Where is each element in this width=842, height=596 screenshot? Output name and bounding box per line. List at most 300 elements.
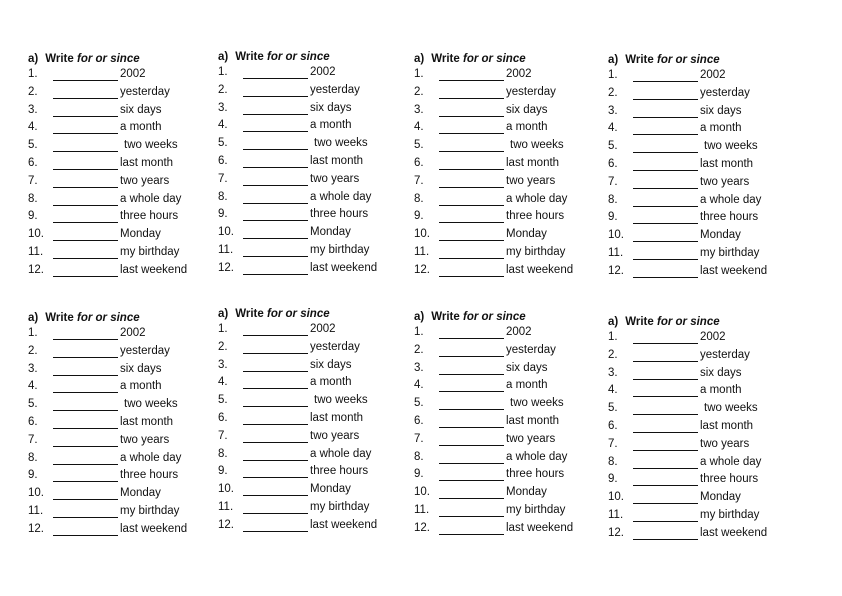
answer-blank[interactable] <box>243 256 308 257</box>
item-number: 3. <box>414 361 424 374</box>
item-number: 10. <box>414 228 430 241</box>
answer-blank[interactable] <box>633 134 698 135</box>
exercise-row <box>218 102 393 120</box>
heading-emphasis: for or since <box>462 53 526 65</box>
time-phrase: yesterday <box>120 344 170 357</box>
item-number: 4. <box>608 384 618 397</box>
time-phrase: 2002 <box>700 331 726 343</box>
answer-blank[interactable] <box>439 463 504 464</box>
exercise-row <box>608 247 783 265</box>
time-phrase: a month <box>310 119 352 132</box>
exercise-row <box>414 344 589 362</box>
answer-blank[interactable] <box>53 339 118 340</box>
exercise-letter: a) <box>28 312 39 324</box>
answer-blank[interactable] <box>633 277 698 278</box>
exercise-row <box>218 244 393 262</box>
exercise-row <box>28 210 203 228</box>
item-number: 5. <box>218 137 228 150</box>
exercise-row <box>218 448 393 466</box>
item-number: 4. <box>218 376 228 389</box>
exercise-row <box>218 191 393 209</box>
answer-blank[interactable] <box>53 151 118 152</box>
time-phrase: a whole day <box>700 193 762 206</box>
item-number: 1. <box>218 66 228 78</box>
exercise-row <box>608 402 783 420</box>
exercise-row <box>218 519 393 537</box>
item-number: 3. <box>28 362 38 375</box>
time-phrase: a whole day <box>310 190 372 203</box>
exercise-row <box>414 264 589 282</box>
time-phrase: last month <box>506 156 560 169</box>
exercise-row <box>608 105 783 123</box>
time-phrase: three hours <box>310 465 369 478</box>
item-number: 11. <box>218 243 234 256</box>
answer-blank[interactable] <box>53 116 118 117</box>
answer-blank[interactable] <box>439 391 504 392</box>
exercise-row <box>414 362 589 380</box>
exercise-row <box>608 367 783 385</box>
time-phrase: a month <box>120 121 162 134</box>
item-number: 6. <box>28 415 38 428</box>
item-number: 1. <box>28 327 38 339</box>
exercise-row <box>608 176 783 194</box>
item-number: 3. <box>28 103 38 116</box>
exercise-row <box>28 380 203 398</box>
exercise-row <box>218 173 393 191</box>
answer-blank[interactable] <box>53 205 118 206</box>
item-number: 1. <box>218 323 228 335</box>
answer-blank[interactable] <box>439 356 504 357</box>
answer-blank[interactable] <box>633 396 698 397</box>
exercise-row <box>608 384 783 402</box>
time-phrase: yesterday <box>700 86 750 99</box>
time-phrase: two weeks <box>510 139 564 152</box>
answer-blank[interactable] <box>243 460 308 461</box>
exercise-letter: a) <box>414 311 425 323</box>
exercise-row <box>608 229 783 247</box>
worksheet-block-6 <box>218 306 393 537</box>
exercise-row <box>218 341 393 359</box>
answer-blank[interactable] <box>633 117 698 118</box>
item-number: 11. <box>414 245 430 258</box>
worksheet-block-4 <box>608 52 783 283</box>
time-phrase: two weeks <box>704 140 758 153</box>
exercise-row <box>28 139 203 157</box>
item-number: 7. <box>218 172 228 185</box>
item-number: 2. <box>28 344 38 357</box>
item-number: 9. <box>608 211 618 224</box>
exercise-row <box>218 119 393 137</box>
time-phrase: last weekend <box>310 261 378 274</box>
item-number: 9. <box>28 210 38 223</box>
exercise-heading <box>218 49 393 66</box>
answer-blank[interactable] <box>633 241 698 242</box>
time-phrase: yesterday <box>506 343 556 356</box>
time-phrase: 2002 <box>700 69 726 81</box>
answer-blank[interactable] <box>439 498 504 499</box>
exercise-row <box>28 246 203 264</box>
heading-text: Write <box>235 308 267 320</box>
item-number: 10. <box>608 491 624 504</box>
time-phrase: six days <box>310 358 352 371</box>
item-number: 6. <box>218 154 228 167</box>
item-number: 4. <box>28 380 38 393</box>
exercise-row <box>218 226 393 244</box>
answer-blank[interactable] <box>439 534 504 535</box>
answer-blank[interactable] <box>53 169 118 170</box>
item-number: 6. <box>414 414 424 427</box>
answer-blank[interactable] <box>439 409 504 410</box>
answer-blank[interactable] <box>243 274 308 275</box>
worksheet-block-7 <box>414 309 589 540</box>
exercise-row <box>28 157 203 175</box>
time-phrase: last weekend <box>506 521 574 534</box>
exercise-row <box>218 394 393 412</box>
time-phrase: a month <box>700 122 742 135</box>
exercise-row <box>608 509 783 527</box>
time-phrase: yesterday <box>700 348 750 361</box>
answer-blank[interactable] <box>53 276 118 277</box>
heading-emphasis: for or since <box>76 53 140 65</box>
time-phrase: yesterday <box>120 85 170 98</box>
answer-blank[interactable] <box>53 428 118 429</box>
answer-blank[interactable] <box>633 414 698 415</box>
time-phrase: last weekend <box>506 263 574 276</box>
heading-text: Write <box>431 311 463 323</box>
answer-blank[interactable] <box>633 343 698 344</box>
exercise-row <box>414 68 589 86</box>
time-phrase: last month <box>120 156 174 169</box>
answer-blank[interactable] <box>439 187 504 188</box>
time-phrase: six days <box>120 103 162 116</box>
answer-blank[interactable] <box>53 499 118 500</box>
item-number: 12. <box>414 263 430 276</box>
exercise-row <box>28 228 203 246</box>
exercise-heading <box>608 52 783 69</box>
item-number: 6. <box>28 156 38 169</box>
item-number: 1. <box>608 69 618 81</box>
answer-blank[interactable] <box>243 388 308 389</box>
time-phrase: six days <box>506 103 548 116</box>
exercise-row <box>28 452 203 470</box>
item-number: 8. <box>218 447 228 460</box>
answer-blank[interactable] <box>53 357 118 358</box>
exercise-row <box>414 210 589 228</box>
exercise-letter: a) <box>608 54 619 66</box>
time-phrase: last month <box>310 154 364 167</box>
answer-blank[interactable] <box>633 468 698 469</box>
time-phrase: two weeks <box>704 402 758 415</box>
time-phrase: Monday <box>120 487 161 500</box>
exercise-row <box>28 104 203 122</box>
answer-blank[interactable] <box>53 240 118 241</box>
exercise-row <box>608 491 783 509</box>
answer-blank[interactable] <box>633 503 698 504</box>
item-number: 4. <box>28 121 38 134</box>
answer-blank[interactable] <box>243 495 308 496</box>
exercise-row <box>28 193 203 211</box>
answer-blank[interactable] <box>243 424 308 425</box>
time-phrase: yesterday <box>310 83 360 96</box>
item-number: 5. <box>28 139 38 152</box>
answer-blank[interactable] <box>439 276 504 277</box>
item-number: 5. <box>608 140 618 153</box>
answer-blank[interactable] <box>439 240 504 241</box>
item-number: 9. <box>414 210 424 223</box>
heading-emphasis: for or since <box>76 312 140 324</box>
heading-emphasis: for or since <box>266 308 330 320</box>
exercise-row <box>608 87 783 105</box>
exercise-row <box>218 501 393 519</box>
exercise-row <box>414 104 589 122</box>
time-phrase: three hours <box>700 211 759 224</box>
time-phrase: three hours <box>506 210 565 223</box>
exercise-row <box>608 420 783 438</box>
time-phrase: last month <box>310 411 364 424</box>
answer-blank[interactable] <box>243 203 308 204</box>
item-number: 8. <box>414 450 424 463</box>
time-phrase: my birthday <box>700 246 760 259</box>
answer-blank[interactable] <box>53 258 118 259</box>
answer-blank[interactable] <box>439 222 504 223</box>
time-phrase: yesterday <box>310 340 360 353</box>
worksheet-block-3 <box>414 51 589 282</box>
item-number: 3. <box>218 358 228 371</box>
answer-blank[interactable] <box>439 98 504 99</box>
item-number: 12. <box>608 264 624 277</box>
item-number: 5. <box>608 402 618 415</box>
answer-blank[interactable] <box>53 481 118 482</box>
exercise-row <box>218 483 393 501</box>
exercise-row <box>28 327 203 345</box>
answer-blank[interactable] <box>439 133 504 134</box>
item-number: 1. <box>608 331 618 343</box>
exercise-row <box>218 323 393 341</box>
answer-blank[interactable] <box>243 185 308 186</box>
time-phrase: six days <box>310 101 352 114</box>
item-number: 12. <box>608 526 624 539</box>
answer-blank[interactable] <box>633 206 698 207</box>
time-phrase: two years <box>120 433 170 446</box>
time-phrase: 2002 <box>310 323 336 335</box>
time-phrase: last weekend <box>120 522 188 535</box>
answer-blank[interactable] <box>243 96 308 97</box>
worksheet-block-2 <box>218 49 393 280</box>
item-number: 5. <box>414 139 424 152</box>
answer-blank[interactable] <box>53 375 118 376</box>
item-number: 9. <box>218 465 228 478</box>
answer-blank[interactable] <box>633 188 698 189</box>
answer-blank[interactable] <box>243 371 308 372</box>
answer-blank[interactable] <box>243 477 308 478</box>
answer-blank[interactable] <box>439 427 504 428</box>
answer-blank[interactable] <box>633 259 698 260</box>
time-phrase: my birthday <box>310 243 370 256</box>
item-number: 10. <box>608 229 624 242</box>
time-phrase: two years <box>506 174 556 187</box>
time-phrase: last month <box>120 415 174 428</box>
item-number: 12. <box>218 518 234 531</box>
answer-blank[interactable] <box>439 445 504 446</box>
answer-blank[interactable] <box>439 169 504 170</box>
answer-blank[interactable] <box>633 170 698 171</box>
time-phrase: three hours <box>120 210 179 223</box>
answer-blank[interactable] <box>439 258 504 259</box>
item-number: 8. <box>608 193 618 206</box>
exercise-row <box>414 86 589 104</box>
answer-blank[interactable] <box>53 410 118 411</box>
worksheet-block-8 <box>608 314 783 545</box>
answer-blank[interactable] <box>243 406 308 407</box>
answer-blank[interactable] <box>243 335 308 336</box>
item-number: 11. <box>608 246 624 259</box>
item-number: 1. <box>28 68 38 80</box>
exercise-row <box>414 379 589 397</box>
exercise-heading <box>28 51 203 68</box>
answer-blank[interactable] <box>53 98 118 99</box>
exercise-row <box>608 194 783 212</box>
answer-blank[interactable] <box>243 353 308 354</box>
exercise-row <box>218 155 393 173</box>
exercise-row <box>28 345 203 363</box>
answer-blank[interactable] <box>439 80 504 81</box>
answer-blank[interactable] <box>439 374 504 375</box>
item-number: 10. <box>218 226 234 239</box>
answer-blank[interactable] <box>633 521 698 522</box>
exercise-row <box>28 523 203 541</box>
answer-blank[interactable] <box>243 238 308 239</box>
answer-blank[interactable] <box>633 379 698 380</box>
time-phrase: a whole day <box>120 192 182 205</box>
time-phrase: a whole day <box>506 192 568 205</box>
answer-blank[interactable] <box>633 81 698 82</box>
time-phrase: a whole day <box>506 450 568 463</box>
time-phrase: two years <box>310 172 360 185</box>
answer-blank[interactable] <box>633 223 698 224</box>
answer-blank[interactable] <box>243 531 308 532</box>
exercise-row <box>414 157 589 175</box>
exercise-row <box>414 415 589 433</box>
heading-emphasis: for or since <box>462 311 526 323</box>
answer-blank[interactable] <box>243 220 308 221</box>
answer-blank[interactable] <box>53 517 118 518</box>
exercise-row <box>608 265 783 283</box>
answer-blank[interactable] <box>243 149 308 150</box>
answer-blank[interactable] <box>53 535 118 536</box>
item-number: 4. <box>218 119 228 132</box>
answer-blank[interactable] <box>243 513 308 514</box>
answer-blank[interactable] <box>53 446 118 447</box>
time-phrase: last weekend <box>120 263 188 276</box>
answer-blank[interactable] <box>53 392 118 393</box>
answer-blank[interactable] <box>243 442 308 443</box>
time-phrase: a whole day <box>700 455 762 468</box>
exercise-letter: a) <box>608 316 619 328</box>
time-phrase: yesterday <box>506 85 556 98</box>
answer-blank[interactable] <box>439 116 504 117</box>
answer-blank[interactable] <box>53 222 118 223</box>
time-phrase: a whole day <box>310 447 372 460</box>
exercise-row <box>218 465 393 483</box>
item-number: 9. <box>608 473 618 486</box>
time-phrase: six days <box>506 361 548 374</box>
time-phrase: three hours <box>700 473 759 486</box>
answer-blank[interactable] <box>243 167 308 168</box>
answer-blank[interactable] <box>633 432 698 433</box>
answer-blank[interactable] <box>243 131 308 132</box>
answer-blank[interactable] <box>439 338 504 339</box>
time-phrase: a month <box>506 121 548 134</box>
answer-blank[interactable] <box>633 99 698 100</box>
time-phrase: Monday <box>700 229 741 242</box>
item-number: 3. <box>414 103 424 116</box>
exercise-row <box>28 416 203 434</box>
answer-blank[interactable] <box>243 78 308 79</box>
item-number: 11. <box>608 508 624 521</box>
exercise-row <box>608 473 783 491</box>
exercise-row <box>608 527 783 545</box>
time-phrase: six days <box>700 366 742 379</box>
time-phrase: 2002 <box>506 326 532 338</box>
answer-blank[interactable] <box>439 516 504 517</box>
answer-blank[interactable] <box>633 152 698 153</box>
answer-blank[interactable] <box>439 151 504 152</box>
time-phrase: a month <box>506 379 548 392</box>
exercise-row <box>28 121 203 139</box>
answer-blank[interactable] <box>53 133 118 134</box>
time-phrase: Monday <box>700 491 741 504</box>
time-phrase: two weeks <box>124 398 178 411</box>
exercise-row <box>414 451 589 469</box>
exercise-row <box>218 412 393 430</box>
heading-text: Write <box>431 53 463 65</box>
time-phrase: two years <box>700 437 750 450</box>
item-number: 1. <box>414 68 424 80</box>
exercise-row <box>218 66 393 84</box>
answer-blank[interactable] <box>243 114 308 115</box>
time-phrase: a whole day <box>120 451 182 464</box>
exercise-row <box>414 397 589 415</box>
exercise-row <box>608 69 783 87</box>
answer-blank[interactable] <box>633 539 698 540</box>
answer-blank[interactable] <box>53 187 118 188</box>
answer-blank[interactable] <box>439 205 504 206</box>
time-phrase: last weekend <box>310 518 378 531</box>
exercise-heading <box>608 314 783 331</box>
item-number: 5. <box>218 394 228 407</box>
answer-blank[interactable] <box>633 485 698 486</box>
answer-blank[interactable] <box>439 480 504 481</box>
item-number: 10. <box>28 487 44 500</box>
time-phrase: two weeks <box>124 139 178 152</box>
item-number: 6. <box>218 411 228 424</box>
exercise-letter: a) <box>28 53 39 65</box>
worksheet-block-1 <box>28 51 203 282</box>
answer-blank[interactable] <box>53 80 118 81</box>
exercise-row <box>414 522 589 540</box>
answer-blank[interactable] <box>53 464 118 465</box>
exercise-row <box>608 349 783 367</box>
item-number: 2. <box>608 348 618 361</box>
exercise-row <box>218 262 393 280</box>
item-number: 2. <box>218 340 228 353</box>
time-phrase: Monday <box>506 228 547 241</box>
answer-blank[interactable] <box>633 450 698 451</box>
answer-blank[interactable] <box>633 361 698 362</box>
heading-emphasis: for or since <box>266 51 330 63</box>
exercise-row <box>414 504 589 522</box>
exercise-row <box>414 433 589 451</box>
